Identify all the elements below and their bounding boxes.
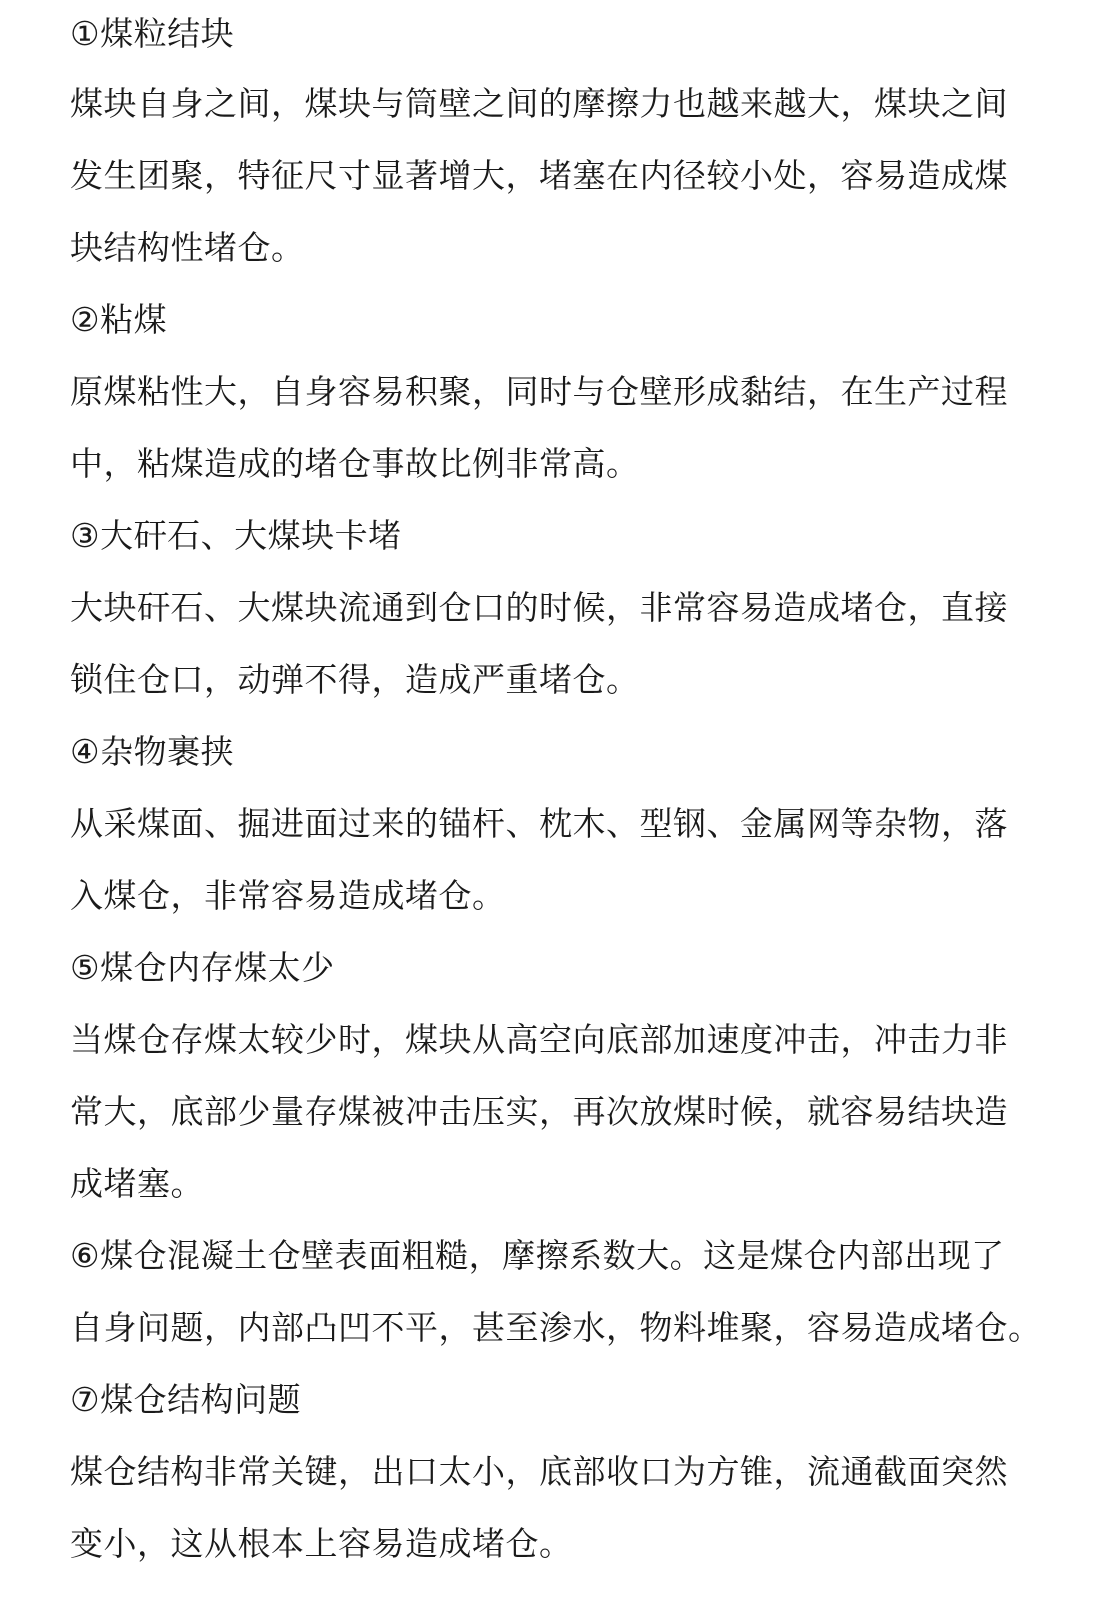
paragraph-line: 当煤仓存煤太较少时，煤块从高空向底部加速度冲击，冲击力非 — [70, 1020, 1008, 1059]
paragraph-line: 中，粘煤造成的堵仓事故比例非常高。 — [70, 444, 640, 483]
section-heading-3: ③大矸石、大煤块卡堵 — [70, 516, 402, 555]
paragraph-line: 原煤粘性大，自身容易积聚，同时与仓壁形成黏结，在生产过程 — [70, 372, 1008, 411]
paragraph-line: 变小，这从根本上容易造成堵仓。 — [70, 1524, 573, 1563]
section-heading-7: ⑦煤仓结构问题 — [70, 1380, 302, 1419]
section-heading-5: ⑤煤仓内存煤太少 — [70, 948, 335, 987]
section-heading-4: ④杂物裹挟 — [70, 732, 235, 771]
paragraph-line: 大块矸石、大煤块流通到仓口的时候，非常容易造成堵仓，直接 — [70, 588, 1008, 627]
section-heading-6: ⑥煤仓混凝土仓壁表面粗糙，摩擦系数大。这是煤仓内部出现了 — [70, 1236, 1005, 1275]
section-heading-2: ②粘煤 — [70, 300, 168, 339]
paragraph-line: 自身问题，内部凸凹不平，甚至渗水，物料堆聚，容易造成堵仓。 — [70, 1308, 1042, 1347]
section-heading-1: ①煤粒结块 — [70, 14, 235, 53]
paragraph-line: 入煤仓，非常容易造成堵仓。 — [70, 876, 506, 915]
paragraph-line: 成堵塞。 — [70, 1164, 204, 1203]
paragraph-line: 常大，底部少量存煤被冲击压实，再次放煤时候，就容易结块造 — [70, 1092, 1008, 1131]
document-body — [70, 0, 1042, 1580]
paragraph-line: 块结构性堵仓。 — [70, 228, 305, 267]
paragraph-line: 从采煤面、掘进面过来的锚杆、枕木、型钢、金属网等杂物，落 — [70, 804, 1008, 843]
paragraph-line: 发生团聚，特征尺寸显著增大，堵塞在内径较小处，容易造成煤 — [70, 156, 1008, 195]
paragraph-line: 煤仓结构非常关键，出口太小，底部收口为方锥，流通截面突然 — [70, 1452, 1008, 1491]
paragraph-line: 锁住仓口，动弹不得，造成严重堵仓。 — [70, 660, 640, 699]
paragraph-line: 煤块自身之间，煤块与筒壁之间的摩擦力也越来越大，煤块之间 — [70, 84, 1008, 123]
